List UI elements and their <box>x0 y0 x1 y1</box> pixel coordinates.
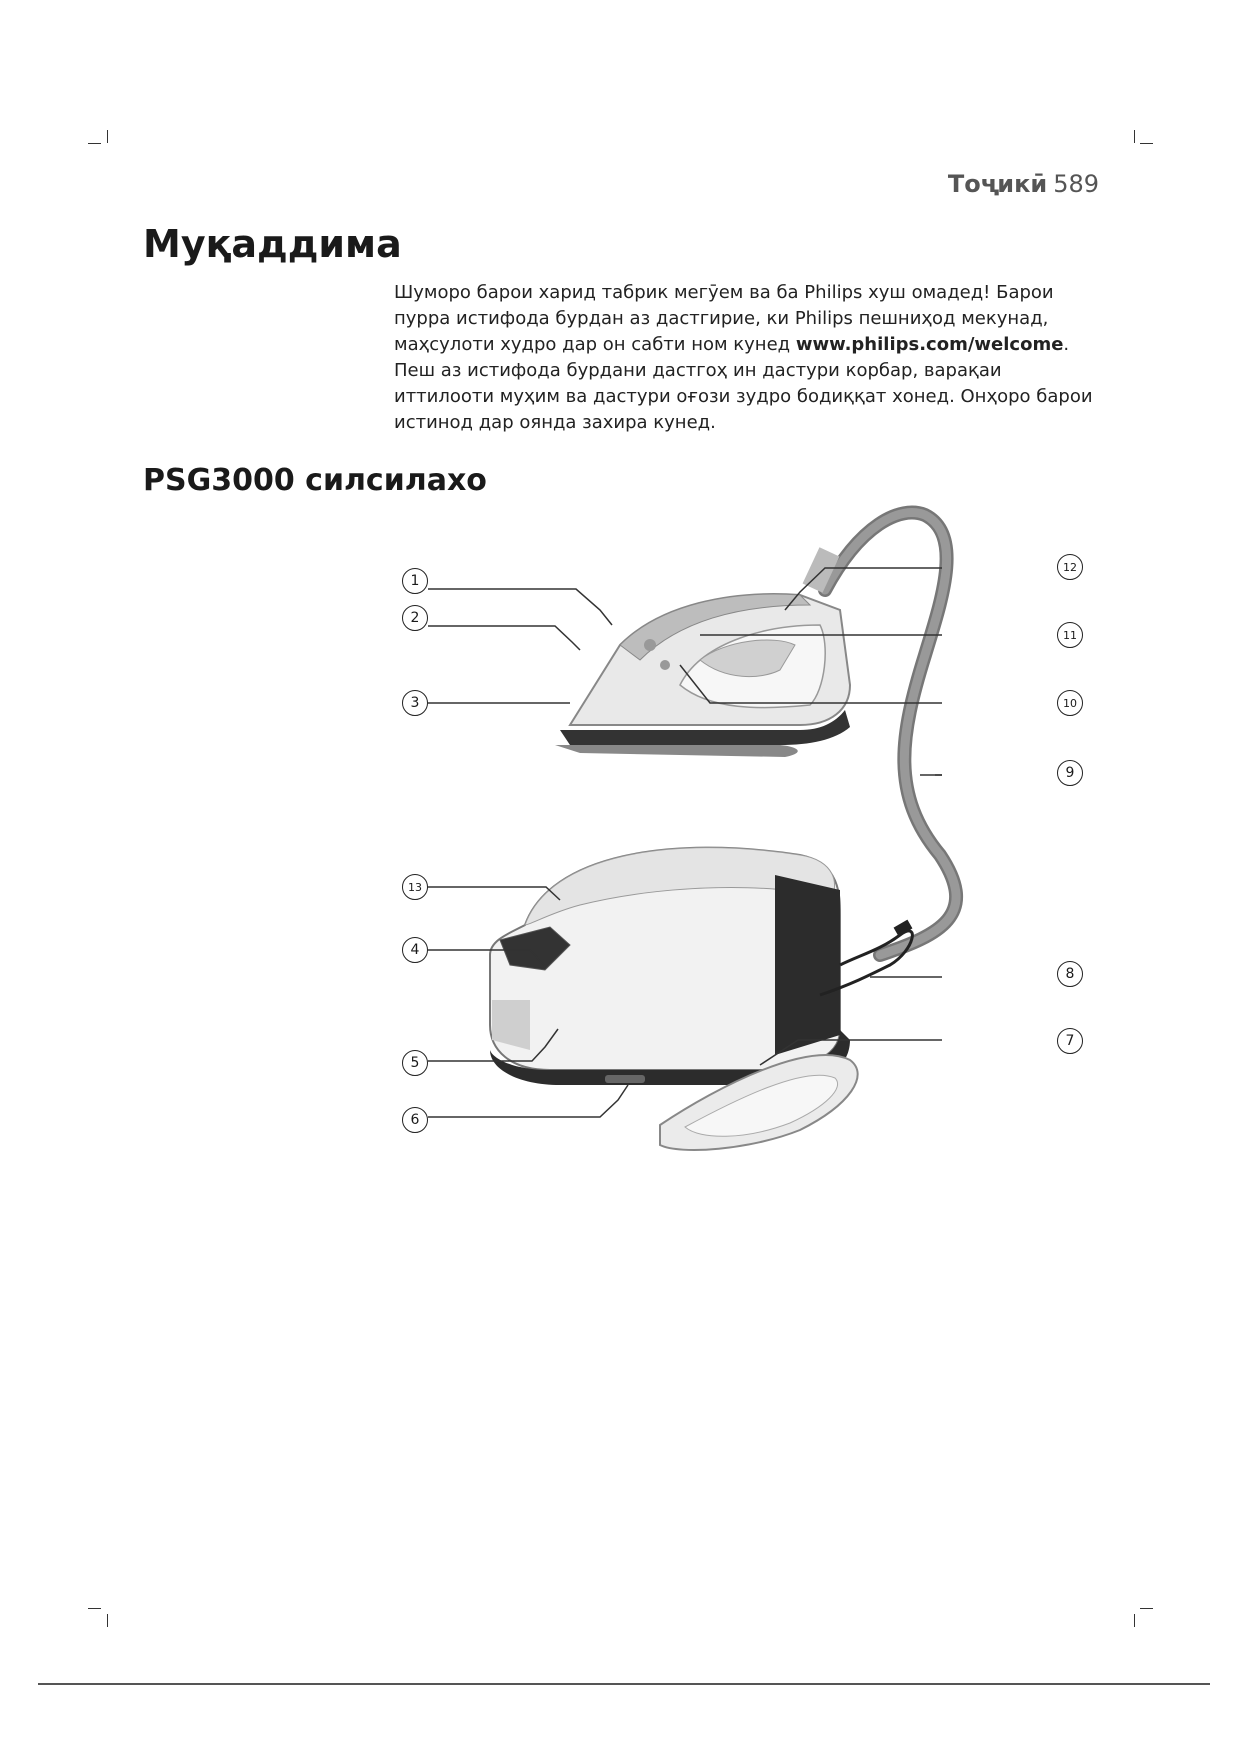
intro-text-after: . Пеш аз истифода бурдани дастгоҳ ин дастури корбар, варақаи иттилооти муҳим ва дастури оғози зудро бодиққат хонед. Онҳоро барои истинод дар оянда захира кунед. <box>394 334 1093 433</box>
callout-6: 6 <box>402 1107 428 1133</box>
crop-mark <box>1134 1614 1135 1627</box>
callout-12: 12 <box>1057 554 1083 580</box>
crop-mark <box>1140 143 1153 144</box>
base-station <box>490 848 912 1085</box>
callout-8: 8 <box>1057 961 1083 987</box>
crop-mark <box>107 130 108 143</box>
callout-1: 1 <box>402 568 428 594</box>
crop-mark <box>107 1614 108 1627</box>
crop-mark <box>88 143 101 144</box>
callout-11: 11 <box>1057 622 1083 648</box>
product-diagram <box>380 495 1120 1195</box>
callout-5: 5 <box>402 1050 428 1076</box>
header-language: Тоҷикӣ <box>947 170 1048 198</box>
callout-7: 7 <box>1057 1028 1083 1054</box>
hose <box>825 513 956 955</box>
callout-9: 9 <box>1057 760 1083 786</box>
intro-title: Муқаддима <box>143 222 402 266</box>
page-bottom-rule <box>38 1683 1210 1685</box>
page-number: 589 <box>1053 170 1099 198</box>
intro-text-before: Шуморо барои харид табрик мегӯем ва ба Philips хуш омадед! Барои пурра истифода бурдан аз дастгирие, ки Philips пешниҳод мекунад, маҳсулоти худро дар он сабти ном кунед <box>394 282 1054 355</box>
callout-13: 13 <box>402 874 428 900</box>
welcome-link[interactable]: www.philips.com/welcome <box>795 334 1064 355</box>
iron <box>555 594 850 757</box>
crop-mark <box>88 1608 101 1609</box>
callout-10: 10 <box>1057 690 1083 716</box>
crop-mark <box>1140 1608 1153 1609</box>
page-header <box>948 170 1099 198</box>
callout-4: 4 <box>402 937 428 963</box>
crop-mark <box>1134 130 1135 143</box>
callout-2: 2 <box>402 605 428 631</box>
callout-3: 3 <box>402 690 428 716</box>
section-title: PSG3000 силсилахо <box>143 463 487 498</box>
intro-paragraph <box>394 280 1104 436</box>
